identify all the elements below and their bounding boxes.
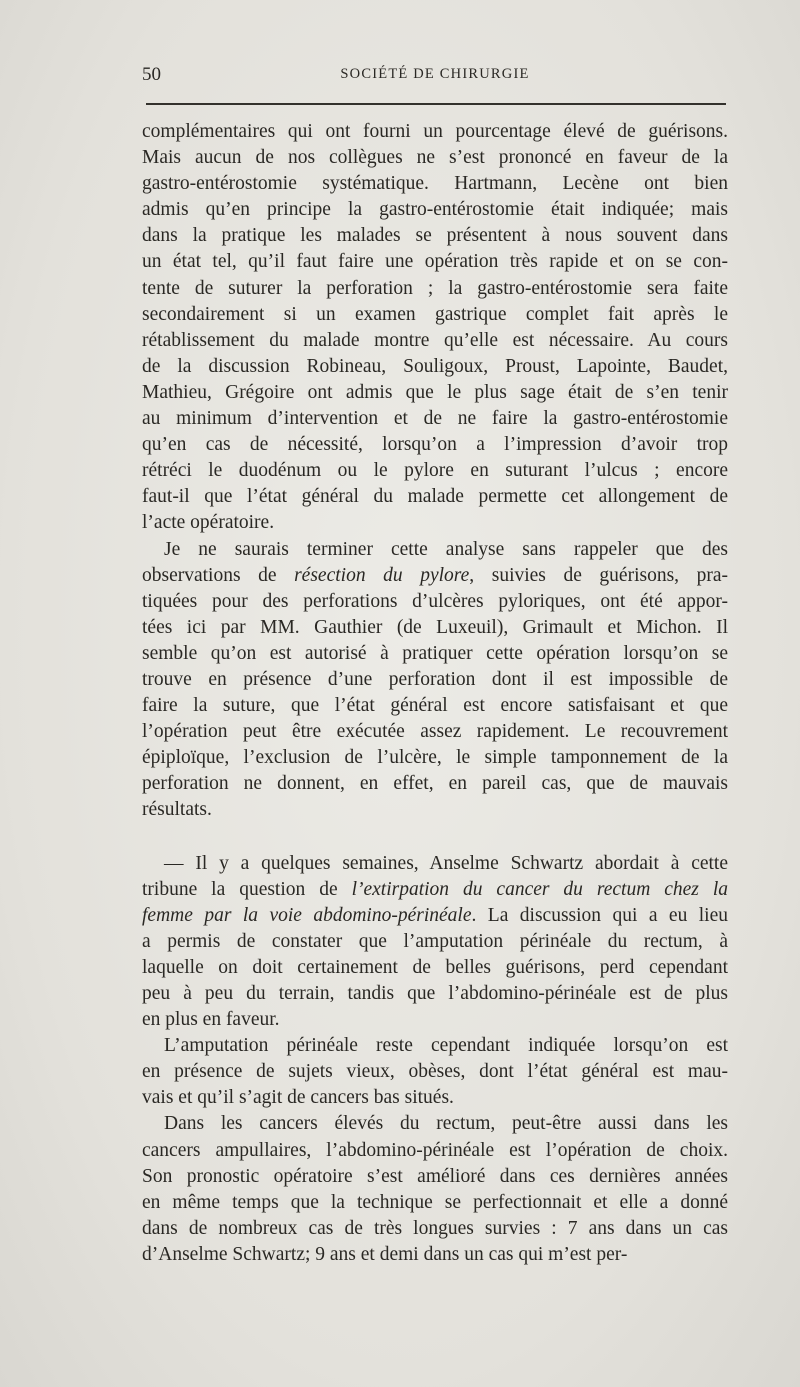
text-run: rétréci le duodénum ou le pylore en suturant l’ulcus ; encore [142, 460, 728, 482]
text-run: tente de suturer la perforation ; la gastro-entérostomie sera faite [142, 277, 728, 299]
text-line [142, 171, 728, 197]
text-line [142, 877, 728, 903]
text-line [142, 458, 728, 484]
section-gap [142, 824, 728, 851]
text-line [142, 119, 728, 145]
text-line [142, 484, 728, 510]
text-line [142, 276, 728, 302]
text-line [142, 1033, 728, 1059]
text-run: Mathieu, Grégoire ont admis que le plus sage était de s’en tenir [142, 381, 728, 403]
text-line [142, 1085, 728, 1111]
text-run: en plus en faveur. [142, 1009, 280, 1031]
italic-phrase: l’extirpation du cancer du rectum chez la [351, 878, 728, 900]
text-run: a permis de constater que l’amputation périnéale du rectum, à [142, 930, 728, 952]
text-run: dans la pratique les malades se présentent à nous souvent dans [142, 225, 728, 247]
paragraph [142, 537, 728, 824]
text-line [142, 1111, 728, 1137]
text-line [142, 745, 728, 771]
text-line [142, 223, 728, 249]
text-line [142, 1164, 728, 1190]
text-run: observations de [142, 564, 295, 586]
text-line [142, 929, 728, 955]
text-run: de la discussion Robineau, Souligoux, Proust, Lapointe, Baudet, [142, 355, 728, 377]
text-line [142, 197, 728, 223]
text-line [142, 432, 728, 458]
text-line [142, 1242, 728, 1268]
text-run: secondairement si un examen gastrique complet fait après le [142, 303, 728, 325]
page-header [142, 64, 728, 88]
text-run: , suivies de guérisons, pra- [469, 564, 728, 586]
text-run: admis qu’en principe la gastro-entérostomie était indiquée; mais [142, 199, 728, 221]
text-run: résultats. [142, 799, 212, 821]
text-run: dans de nombreux cas de très longues survies : 7 ans dans un cas [142, 1217, 728, 1239]
text-run: Je ne saurais terminer cette analyse sans rappeler que des [164, 538, 728, 560]
text-run: peu à peu du terrain, tandis que l’abdomino-périnéale est de plus [142, 983, 728, 1004]
text-run: Mais aucun de nos collègues ne s’est prononcé en faveur de la [142, 147, 728, 169]
text-run: faire la suture, que l’état général est encore satisfaisant et que [142, 695, 728, 717]
text-line [142, 510, 728, 536]
text-run: en présence de sujets vieux, obèses, dont l’état général est mau- [142, 1061, 728, 1083]
text-line [142, 719, 728, 745]
text-run: tribune la question de [142, 878, 352, 900]
text-run: cancers ampullaires, l’abdomino-périnéale est l’opération de choix. [142, 1139, 728, 1161]
text-run: épiploïque, l’exclusion de l’ulcère, le simple tamponnement de la [142, 747, 728, 769]
page-number: 50 [142, 64, 161, 85]
text-line [142, 797, 728, 823]
text-line [142, 1190, 728, 1216]
text-run: l’acte opératoire. [142, 512, 275, 534]
text-run: semble qu’on est autorisé à pratiquer cette opération lorsqu’on se [142, 642, 728, 664]
italic-phrase: résection du pylore [294, 564, 470, 586]
text-run: en même temps que la technique se perfectionnait et elle a donné [142, 1191, 728, 1213]
text-line [142, 955, 728, 981]
paragraph [142, 851, 728, 1034]
text-run: Son pronostic opératoire s’est amélioré dans ces dernières années [142, 1165, 728, 1187]
text-line [142, 1138, 728, 1164]
text-line [142, 1059, 728, 1085]
text-line [142, 563, 728, 589]
text-line [142, 380, 728, 406]
text-line [142, 693, 728, 719]
text-run: perforation ne donnent, en effet, en pareil cas, que de mauvais [142, 773, 728, 795]
text-run: au minimum d’intervention et de ne faire la gastro-entérostomie [142, 408, 728, 430]
header-rule [146, 103, 726, 105]
text-line [142, 537, 728, 563]
text-line [142, 641, 728, 667]
text-run: l’opération peut être exécutée assez rapidement. Le recouvrement [142, 721, 728, 743]
text-run: un état tel, qu’il faut faire une opération très rapide et on se con- [142, 251, 728, 273]
text-run: tées ici par MM. Gauthier (de Luxeuil), Grimault et Michon. Il [142, 616, 728, 638]
text-line [142, 615, 728, 641]
text-run: gastro-entérostomie systématique. Hartmann, Lecène ont bien [142, 173, 728, 195]
text-run: complémentaires qui ont fourni un pourcentage élevé de guérisons. [142, 121, 728, 142]
text-line [142, 771, 728, 797]
text-run: rétablissement du malade montre qu’elle est nécessaire. Au cours [142, 329, 728, 351]
text-line [142, 1007, 728, 1033]
paragraph [142, 1033, 728, 1111]
text-run: L’amputation périnéale reste cependant indiquée lorsqu’on est [164, 1035, 728, 1057]
text-run: trouve en présence d’une perforation dont il est impossible de [142, 668, 728, 690]
text-line [142, 249, 728, 275]
text-run: tiquées pour des perforations d’ulcères pyloriques, ont été appor- [142, 590, 728, 612]
text-line [142, 302, 728, 328]
paragraph [142, 1111, 728, 1268]
text-run: qu’en cas de nécessité, lorsqu’on a l’impression d’avoir trop [142, 434, 728, 456]
text-line [142, 145, 728, 171]
text-run: Dans les cancers élevés du rectum, peut-être aussi dans les [164, 1113, 728, 1135]
running-head: SOCIÉTÉ DE CHIRURGIE [340, 66, 530, 82]
text-line [142, 903, 728, 929]
text-run: laquelle on doit certainement de belles guérisons, perd cependant [142, 956, 728, 978]
text-line [142, 667, 728, 693]
italic-phrase: femme par la voie abdomino-périnéale [142, 904, 472, 926]
text-run: faut-il que l’état général du malade permette cet allongement de [142, 486, 728, 508]
text-line [142, 328, 728, 354]
text-line [142, 1216, 728, 1242]
text-line [142, 406, 728, 432]
paragraph [142, 119, 728, 537]
text-run: — Il y a quelques semaines, Anselme Schwartz abordait à cette [164, 852, 728, 874]
text-run: d’Anselme Schwartz; 9 ans et demi dans un cas qui m’est per- [142, 1243, 628, 1265]
text-line [142, 851, 728, 877]
text-run: . La discussion qui a eu lieu [471, 904, 728, 926]
text-line [142, 981, 728, 1007]
text-line [142, 589, 728, 615]
text-run: vais et qu’il s’agit de cancers bas situés. [142, 1087, 454, 1109]
text-line [142, 354, 728, 380]
body-text [142, 119, 728, 1268]
